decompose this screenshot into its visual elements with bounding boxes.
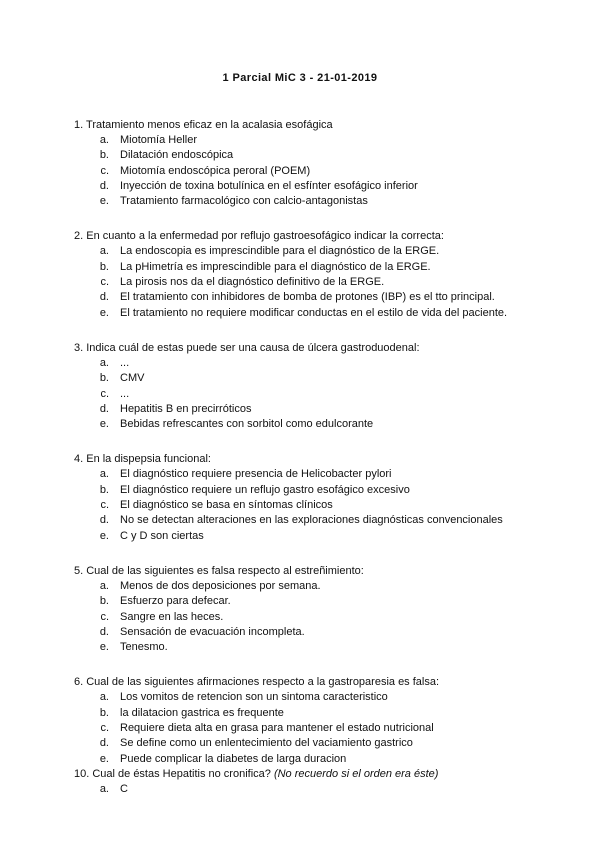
question-text: 2. En cuanto a la enfermedad por reflujo gastroesofágico indicar la correcta: <box>74 230 444 243</box>
option-item <box>74 706 574 721</box>
option-list <box>74 690 574 766</box>
option-item <box>74 275 574 290</box>
option-text: C <box>120 782 128 795</box>
option-text: Puede complicar la diabetes de larga duracion <box>120 752 347 765</box>
question-5 <box>74 564 574 655</box>
option-item <box>74 290 574 305</box>
option-letter: d. <box>99 625 109 638</box>
option-list <box>74 356 574 432</box>
option-letter: a. <box>99 782 109 795</box>
option-item <box>74 417 574 432</box>
option-text: La endoscopia es imprescindible para el diagnóstico de la ERGE. <box>120 245 440 258</box>
option-text: ... <box>120 356 130 369</box>
option-item <box>74 721 574 736</box>
option-item <box>74 625 574 640</box>
option-item <box>74 782 574 797</box>
option-letter: a. <box>99 468 109 481</box>
question-list <box>74 118 574 817</box>
option-text: CMV <box>120 372 145 385</box>
option-text: El diagnóstico requiere presencia de Helicobacter pylori <box>120 468 392 481</box>
option-item <box>74 244 574 259</box>
question-text: 6. Cual de las siguientes afirmaciones respecto a la gastroparesia es falsa: <box>74 676 440 689</box>
option-item <box>74 498 574 513</box>
question-3 <box>74 341 574 432</box>
option-letter: a. <box>99 134 109 146</box>
question-text-main: 10. Cual de éstas Hepatitis no cronifica? <box>74 767 271 780</box>
option-item <box>74 194 574 209</box>
option-letter: b. <box>99 483 109 496</box>
option-text: La pHimetría es imprescindible para el diagnóstico de la ERGE. <box>120 260 431 273</box>
question-text: 1. Tratamiento menos eficaz en la acalasia esofágica <box>74 119 333 131</box>
option-text: El diagnóstico se basa en síntomas clínicos <box>120 499 333 512</box>
option-text: La pirosis nos da el diagnóstico definitivo de la ERGE. <box>120 276 385 289</box>
question-text <box>74 767 574 782</box>
option-text: Tratamiento farmacológico con calcio-antagonistas <box>120 195 368 208</box>
option-item <box>74 387 574 402</box>
option-letter: d. <box>99 737 109 750</box>
option-text: ... <box>120 387 130 400</box>
option-text: Tenesmo. <box>120 641 168 654</box>
option-letter: c. <box>100 276 109 289</box>
option-text: El tratamiento con inhibidores de bomba de protones (IBP) es el tto principal. <box>120 291 495 304</box>
option-letter: b. <box>99 372 109 385</box>
option-text: Miotomía endoscópica peroral (POEM) <box>120 164 311 177</box>
option-text: Miotomía Heller <box>120 134 198 146</box>
option-item <box>74 179 574 194</box>
option-item <box>74 610 574 625</box>
option-text: Hepatitis B en precirróticos <box>120 402 252 415</box>
option-text: Requiere dieta alta en grasa para mantener el estado nutricional <box>120 722 434 735</box>
question-6 <box>74 675 574 766</box>
question-2 <box>74 229 574 320</box>
option-letter: d. <box>99 291 109 304</box>
option-letter: c. <box>100 722 109 735</box>
option-letter: e. <box>99 418 109 431</box>
question-note: (No recuerdo si el orden era éste) <box>273 767 439 780</box>
option-letter: b. <box>99 260 109 273</box>
option-item <box>74 148 574 163</box>
option-letter: b. <box>99 706 109 719</box>
option-text: Esfuerzo para defecar. <box>120 595 231 608</box>
option-letter: c. <box>100 387 109 400</box>
question-10 <box>74 767 574 797</box>
option-text: Bebidas refrescantes con sorbitol como edulcorante <box>120 418 374 431</box>
option-item <box>74 640 574 655</box>
option-item <box>74 513 574 528</box>
option-text: C y D son ciertas <box>120 529 204 542</box>
option-item <box>74 752 574 767</box>
question-4 <box>74 452 574 543</box>
option-list <box>74 133 574 209</box>
option-text: la dilatacion gastrica es frequente <box>120 706 284 719</box>
option-letter: c. <box>100 499 109 512</box>
option-letter: e. <box>99 752 109 765</box>
option-item <box>74 371 574 386</box>
question-1 <box>74 118 574 209</box>
option-list <box>74 782 574 797</box>
option-item <box>74 736 574 751</box>
question-text: 5. Cual de las siguientes es falsa respecto al estreñimiento: <box>74 564 364 577</box>
option-item <box>74 306 574 321</box>
option-list <box>74 579 574 655</box>
option-letter: e. <box>99 529 109 542</box>
option-item <box>74 164 574 179</box>
option-text: Inyección de toxina botulínica en el esfínter esofágico inferior <box>120 179 418 192</box>
option-letter: d. <box>99 514 109 527</box>
option-item <box>74 133 574 148</box>
option-item <box>74 483 574 498</box>
option-letter: a. <box>99 691 109 704</box>
option-letter: c. <box>100 164 109 177</box>
option-list <box>74 467 574 543</box>
option-list <box>74 244 574 320</box>
option-letter: b. <box>99 595 109 608</box>
option-letter: a. <box>99 245 109 258</box>
option-letter: c. <box>100 610 109 623</box>
document-title: 1 Parcial MiC 3 - 21-01-2019 <box>222 72 378 84</box>
option-letter: e. <box>99 641 109 654</box>
option-item <box>74 402 574 417</box>
option-text: Los vomitos de retencion son un sintoma caracteristico <box>120 691 388 704</box>
option-text: No se detectan alteraciones en las exploraciones diagnósticas convencionales <box>120 514 503 527</box>
option-item <box>74 594 574 609</box>
option-text: El diagnóstico requiere un reflujo gastro esofágico excesivo <box>120 483 410 496</box>
option-letter: d. <box>99 402 109 415</box>
option-text: Se define como un enlentecimiento del vaciamiento gastrico <box>120 737 413 750</box>
option-text: Sangre en las heces. <box>120 610 224 623</box>
option-letter: a. <box>99 579 109 592</box>
option-item <box>74 690 574 705</box>
question-text: 3. Indica cuál de estas puede ser una causa de úlcera gastroduodenal: <box>74 341 420 354</box>
option-text: Menos de dos deposiciones por semana. <box>120 579 321 592</box>
option-item <box>74 529 574 544</box>
option-letter: d. <box>99 179 109 192</box>
option-item <box>74 467 574 482</box>
option-item <box>74 260 574 275</box>
option-letter: e. <box>99 195 109 208</box>
option-letter: e. <box>99 306 109 319</box>
option-letter: b. <box>99 149 109 162</box>
option-item <box>74 356 574 371</box>
option-text: Sensación de evacuación incompleta. <box>120 625 305 638</box>
question-text: 4. En la dispepsia funcional: <box>74 453 211 466</box>
option-letter: a. <box>99 356 109 369</box>
option-text: El tratamiento no requiere modificar conductas en el estilo de vida del paciente. <box>120 306 508 319</box>
option-item <box>74 579 574 594</box>
option-text: Dilatación endoscópica <box>120 149 234 162</box>
